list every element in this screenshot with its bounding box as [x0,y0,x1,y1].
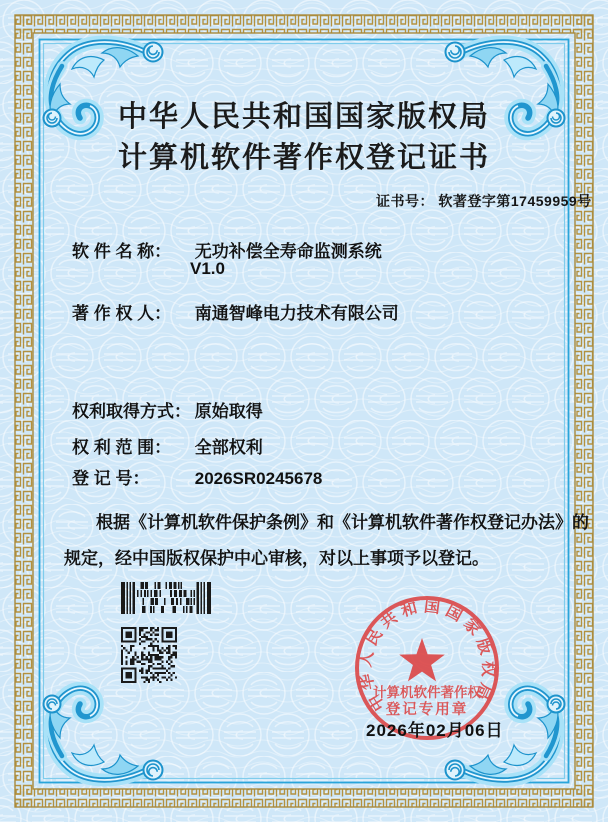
authority-title [0,96,608,178]
issue-date: 2026年02月06日 [366,721,504,740]
field-software-name [72,237,382,262]
field-registration-number-value: 2026SR0245678 [194,469,323,488]
statement-line1: 根据《计算机软件保护条例》和《计算机软件著作权登记办法》的 [96,513,589,532]
certificate-number [376,191,592,211]
field-rights-scope [72,433,263,458]
authority-title-line1: 中华人民共和国国家版权局 [117,99,490,133]
certificate-number-label: 证书号： [376,193,434,209]
field-registration-number-label: 登 记 号： [72,469,150,488]
registration-statement [64,505,589,577]
barcode-2d-icon [121,582,211,614]
seal-ring-text: 中华人民共和国国家版权局 [355,596,499,715]
qr-code-icon [121,627,177,683]
field-rights-scope-value: 全部权利 [194,438,263,457]
seal-star-icon [399,638,445,681]
field-software-version [190,259,225,279]
field-software-name-label: 软 件 名 称： [72,242,172,261]
certificate-number-value: 软著登字第17459959号 [438,193,592,209]
field-acquisition-method [72,397,263,422]
field-copyright-owner-label: 著 作 权 人： [72,304,172,323]
seal-inner-line2: 登记专用章 [385,702,469,718]
field-software-name-value: 无功补偿全寿命监测系统 [194,242,382,261]
statement-line2: 规定，经中国版权保护中心审核，对以上事项予以登记。 [64,549,489,568]
field-rights-scope-label: 权 利 范 围： [72,438,172,457]
field-acquisition-method-value: 原始取得 [194,402,263,421]
field-software-version-value: V1.0 [190,259,225,278]
field-copyright-owner-value: 南通智峰电力技术有限公司 [194,304,399,323]
seal-inner-line1: 计算机软件著作权 [373,685,481,701]
certificate-title-line2: 计算机软件著作权登记证书 [117,140,490,174]
field-registration-number [72,464,322,489]
field-acquisition-method-label: 权利取得方式： [72,402,191,421]
field-copyright-owner [72,299,399,324]
